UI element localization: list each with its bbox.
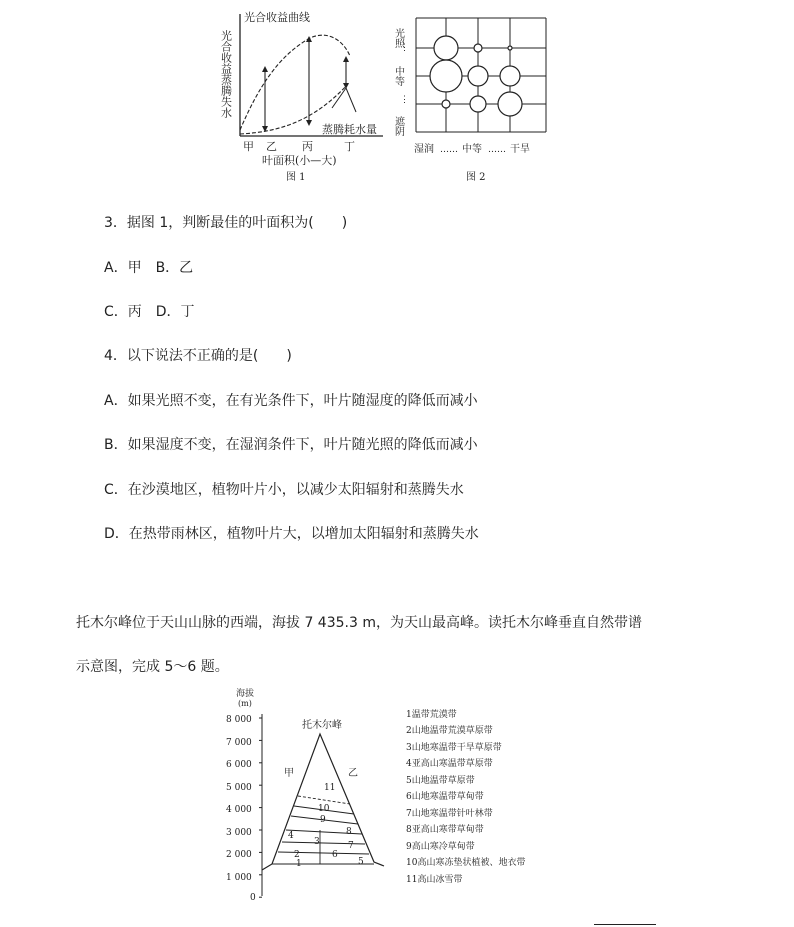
fig2-circle-r1c1	[434, 36, 458, 60]
fig1-y-axis-label: 光合收益蒸腾失水	[219, 30, 233, 118]
fig3-y-tick-2000: 2 000	[226, 850, 252, 860]
figure-3	[224, 686, 554, 908]
fig3-mountain-outline	[262, 734, 384, 870]
q3-options-ab: A．甲 B．乙	[104, 260, 194, 276]
fig3-west-label: 甲	[284, 768, 294, 779]
q4-option-b: B．如果湿度不变，在湿润条件下，叶片随光照的降低而减小	[104, 437, 478, 453]
fig3-y-tick-5000: 5 000	[226, 783, 252, 793]
fig3-legend-6: 6山地寒温带草甸带	[406, 792, 484, 802]
fig2-circle-r3c1	[442, 100, 450, 108]
fig1-caption: 图 1	[286, 172, 306, 183]
fig3-east-label: 乙	[348, 768, 358, 779]
fig3-legend-4: 4亚高山寒温带草原带	[406, 759, 493, 769]
fig3-zone-11: 11	[324, 783, 336, 793]
fig3-y-tick-3000: 3 000	[226, 828, 252, 838]
q4-option-c: C．在沙漠地区，植物叶片小，以减少太阳辐射和蒸腾失水	[104, 482, 464, 498]
figure-2	[392, 8, 556, 186]
fig2-x-left: 湿润	[414, 144, 434, 155]
svg-text:⋮: ⋮	[400, 43, 409, 53]
fig3-legend-3: 3山地寒温带干旱草原带	[406, 743, 502, 753]
fig2-y-top: 光照	[392, 28, 404, 48]
q4-option-a: A．如果光照不变，在有光条件下，叶片随湿度的降低而减小	[104, 393, 478, 409]
fig2-circle-r3c3	[498, 92, 522, 116]
fig3-legend-9: 9高山寒冷草甸带	[406, 842, 475, 852]
fig3-legend	[406, 708, 525, 885]
figure-1	[218, 8, 393, 186]
fig3-legend-10: 10高山寒冻垫状植被、地衣带	[406, 858, 526, 868]
fig1-x-tick-ding: 丁	[344, 140, 355, 153]
q4-stem: 4．以下说法不正确的是( )	[104, 348, 292, 364]
fig3-legend-7: 7山地寒温带针叶林带	[406, 809, 493, 819]
fig3-zone-1: 1	[296, 859, 302, 869]
fig2-caption: 图 2	[466, 172, 486, 183]
fig3-zone-2: 2	[294, 850, 300, 860]
passage-line-1: 托木尔峰位于天山山脉的西端，海拔 7 435.3 m，为天山最高峰。读托木尔峰垂直自然带谱	[76, 615, 642, 631]
fig3-zone-8: 8	[346, 827, 352, 837]
fig3-y-unit: (m)	[238, 699, 252, 708]
fig2-circle-r1c2	[474, 44, 482, 52]
fig2-circle-r2c2	[468, 66, 488, 86]
fig3-y-tick-1000: 1 000	[226, 873, 252, 883]
fig3-zone-7: 7	[348, 841, 354, 851]
fig1-x-tick-yi: 乙	[266, 140, 277, 153]
fig3-y-tick-6000: 6 000	[226, 760, 252, 770]
fig1-top-label: 光合收益曲线	[244, 11, 310, 24]
fig3-zone-3: 3	[314, 837, 320, 847]
fig3-legend-5: 5山地温带草原带	[406, 776, 475, 786]
fig3-legend-1: 1温带荒漠带	[406, 710, 457, 720]
fig2-x-right: 干旱	[510, 144, 530, 155]
q4-option-d: D．在热带雨林区，植物叶片大，以增加太阳辐射和蒸腾失水	[104, 526, 479, 542]
fig2-circle-r3c2	[470, 96, 486, 112]
fig3-legend-11: 11高山冰雪带	[406, 875, 463, 885]
fig2-circle-r2c1	[430, 60, 462, 92]
svg-text:……: ……	[488, 145, 506, 155]
fig1-x-tick-jia: 甲	[243, 140, 254, 153]
fig3-legend-2: 2山地温带荒漠草原带	[406, 726, 493, 736]
fig2-circle-r1c3	[508, 46, 512, 50]
q3-options-cd: C．丙 D．丁	[104, 304, 195, 320]
fig3-y-tick-8000: 8 000	[226, 715, 252, 725]
fig1-gain-curve	[240, 35, 350, 130]
q3-stem: 3．据图 1，判断最佳的叶面积为( )	[104, 215, 348, 231]
fig2-y-bottom: 遮阴	[392, 116, 404, 136]
fig3-zone-4: 4	[288, 831, 294, 841]
svg-text:……: ……	[440, 145, 458, 155]
fig3-zone-9: 9	[320, 815, 326, 825]
fig3-zone-6: 6	[332, 850, 338, 860]
fig3-y-title: 海拔	[236, 689, 255, 699]
fig3-y-tick-7000: 7 000	[226, 738, 252, 748]
fig1-x-tick-bing: 丙	[302, 140, 313, 153]
fig3-zone-10: 10	[318, 804, 330, 814]
fig2-x-mid: 中等	[462, 144, 482, 155]
fig2-circle-r2c3	[500, 66, 520, 86]
fig3-legend-8: 8亚高山寒带草甸带	[406, 825, 484, 835]
fig3-zone-5: 5	[358, 857, 364, 867]
fig1-x-axis-label: 叶面积(小—大)	[262, 154, 337, 167]
svg-text:⋮: ⋮	[400, 95, 409, 105]
fig3-peak-label: 托木尔峰	[302, 720, 342, 731]
passage-line-2: 示意图，完成 5～6 题。	[76, 659, 229, 675]
fig3-y-tick-0: 0	[250, 893, 256, 903]
fig3-y-tick-4000: 4 000	[226, 805, 252, 815]
fig2-y-mid: 中等	[392, 66, 404, 86]
fig1-curve-label: 蒸腾耗水量	[322, 123, 377, 136]
bottom-rule	[594, 924, 656, 925]
